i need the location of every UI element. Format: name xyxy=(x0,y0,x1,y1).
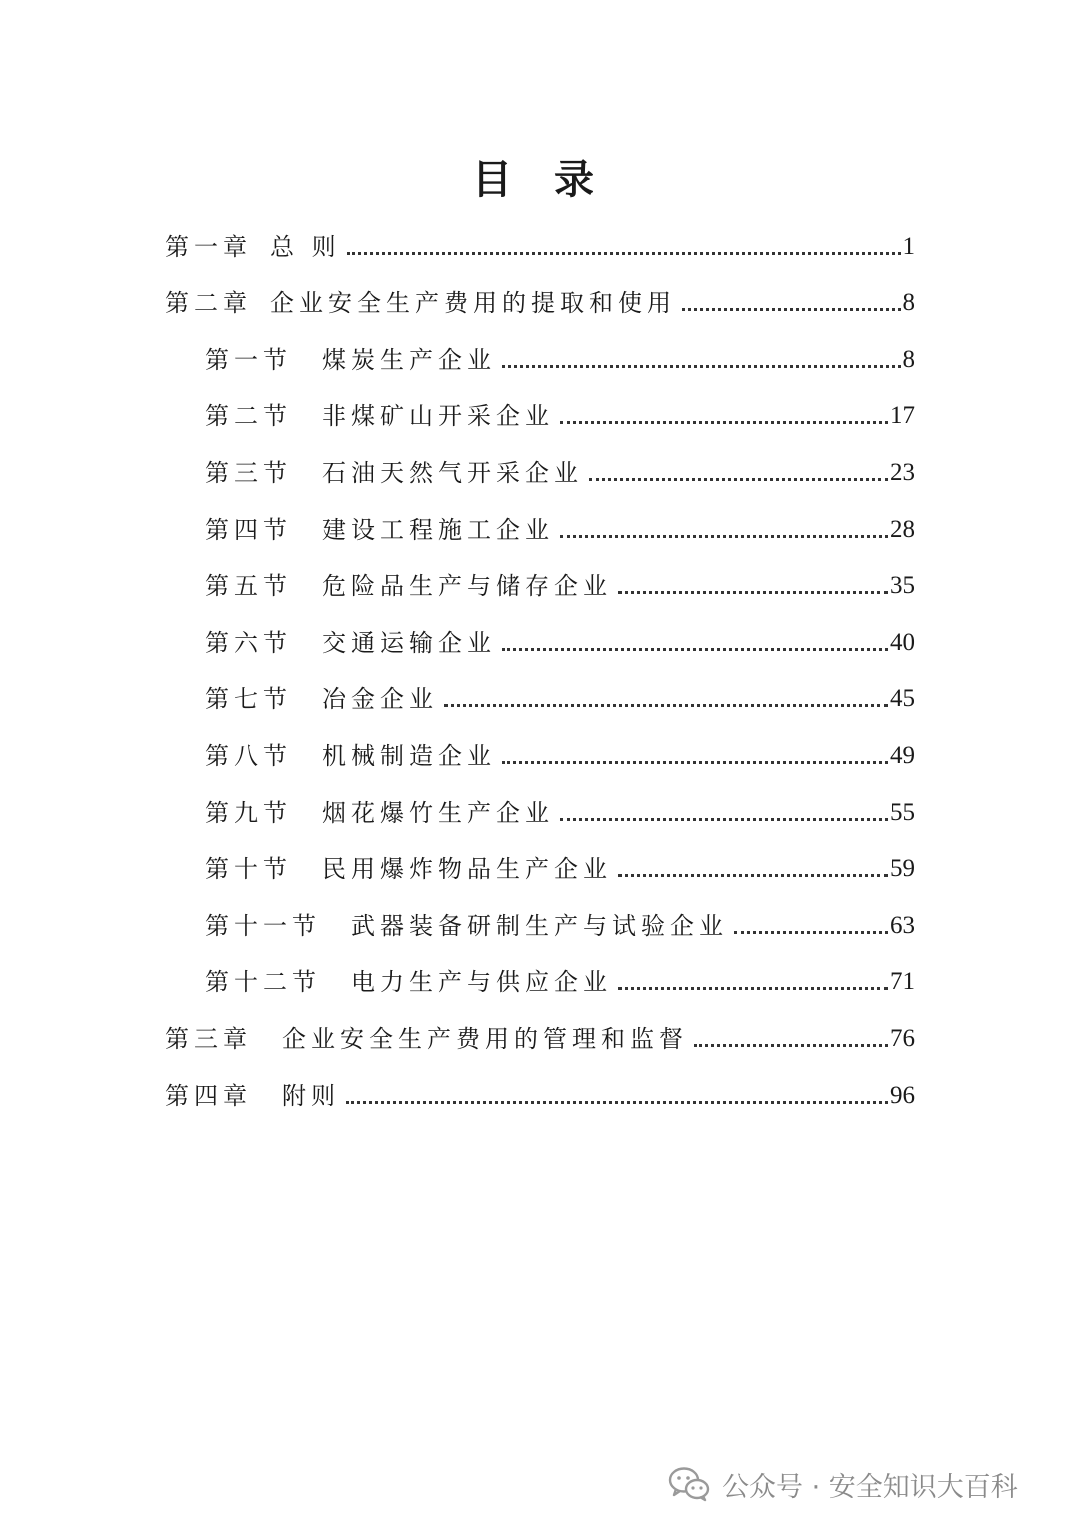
toc-entry-number: 第九节 xyxy=(205,798,292,827)
toc-entry-number: 第一章 xyxy=(165,232,252,261)
toc-entry[interactable] xyxy=(165,267,915,324)
dot-leader xyxy=(560,535,888,538)
toc-entry-page: 28 xyxy=(890,515,915,543)
toc-entry-number: 第四节 xyxy=(205,515,292,544)
toc-entry[interactable] xyxy=(165,833,915,890)
toc-entry-page: 71 xyxy=(890,968,915,996)
toc-entry[interactable] xyxy=(165,323,915,380)
dot-leader xyxy=(502,648,888,651)
toc-entry-text: 危险品生产与储存企业 xyxy=(322,572,612,601)
toc-entry-label xyxy=(205,685,438,719)
toc-entry-text: 附则 xyxy=(282,1081,340,1110)
toc-entry[interactable] xyxy=(165,493,915,550)
toc-entry-page: 1 xyxy=(902,232,915,260)
toc-entry-label xyxy=(165,233,341,267)
toc-entry-label xyxy=(205,912,728,946)
toc-entry-number: 第十节 xyxy=(205,855,292,884)
toc-entry[interactable] xyxy=(165,946,915,1003)
toc-entry-text: 电力生产与供应企业 xyxy=(351,968,612,997)
dot-leader xyxy=(560,818,888,821)
toc-entry-page: 96 xyxy=(890,1081,915,1109)
toc-entry-text: 非煤矿山开采企业 xyxy=(322,402,554,431)
toc-entry-label xyxy=(205,402,554,436)
toc-entry-label xyxy=(165,1082,340,1116)
toc-entry-page: 55 xyxy=(890,798,915,826)
wechat-icon xyxy=(668,1466,710,1502)
toc-entry-text: 烟花爆竹生产企业 xyxy=(322,798,554,827)
toc-entry-number: 第一节 xyxy=(205,345,292,374)
dot-leader xyxy=(682,308,901,311)
toc-entry-label xyxy=(205,799,554,833)
dot-leader xyxy=(502,365,901,368)
toc-entry-number: 第三章 xyxy=(165,1024,252,1053)
toc-entry[interactable] xyxy=(165,550,915,607)
toc-entry-number: 第十二节 xyxy=(205,968,321,997)
toc-entry-number: 第三节 xyxy=(205,458,292,487)
toc-entry-label xyxy=(205,968,612,1002)
dot-leader xyxy=(618,874,888,877)
toc-entry-text: 石油天然气开采企业 xyxy=(322,458,583,487)
toc-entry-text: 企业安全生产费用的管理和监督 xyxy=(282,1024,688,1053)
toc-entry-page: 45 xyxy=(890,685,915,713)
toc-entry[interactable] xyxy=(165,1059,915,1116)
dot-leader xyxy=(444,704,888,707)
toc-entry-label xyxy=(205,516,554,550)
toc-entry-text: 冶金企业 xyxy=(322,685,438,714)
toc-entry[interactable] xyxy=(165,210,915,267)
toc-entry-number: 第五节 xyxy=(205,572,292,601)
toc-entry[interactable] xyxy=(165,606,915,663)
toc-entry-label xyxy=(205,742,496,776)
dot-leader xyxy=(560,421,888,424)
toc-entry-page: 23 xyxy=(890,458,915,486)
toc-entry-number: 第七节 xyxy=(205,685,292,714)
toc-entry-text: 煤炭生产企业 xyxy=(322,345,496,374)
toc-entry-text: 交通运输企业 xyxy=(322,628,496,657)
toc-entry-label xyxy=(205,572,612,606)
dot-leader xyxy=(694,1044,888,1047)
page-title: 目 录 xyxy=(472,157,608,203)
dot-leader xyxy=(589,478,888,481)
toc-entry[interactable] xyxy=(165,663,915,720)
toc-entry[interactable] xyxy=(165,776,915,833)
toc-entry-page: 59 xyxy=(890,855,915,883)
dot-leader xyxy=(346,1101,888,1104)
dot-leader xyxy=(618,591,888,594)
toc-entry-page: 8 xyxy=(902,345,915,373)
toc-entry-page: 63 xyxy=(890,911,915,939)
toc-entry-label xyxy=(205,629,496,663)
toc-entry-page: 40 xyxy=(890,628,915,656)
toc-entry[interactable] xyxy=(165,719,915,776)
toc-entry-number: 第八节 xyxy=(205,741,292,770)
toc-entry-text: 企业安全生产费用的提取和使用 xyxy=(270,289,676,318)
toc-entry-number: 第六节 xyxy=(205,628,292,657)
table-of-contents xyxy=(165,210,915,1116)
toc-entry-page: 8 xyxy=(902,289,915,317)
toc-entry-label xyxy=(205,855,612,889)
toc-entry-text: 机械制造企业 xyxy=(322,741,496,770)
toc-entry[interactable] xyxy=(165,436,915,493)
toc-entry-number: 第十一节 xyxy=(205,911,321,940)
dot-leader xyxy=(347,252,901,255)
dot-leader xyxy=(502,761,888,764)
dot-leader xyxy=(618,987,888,990)
toc-entry-text: 民用爆炸物品生产企业 xyxy=(322,855,612,884)
toc-entry-number: 第四章 xyxy=(165,1081,252,1110)
toc-entry-label xyxy=(205,346,496,380)
watermark-text: 公众号 · 安全知识大百科 xyxy=(722,1471,1018,1503)
toc-entry-page: 76 xyxy=(890,1024,915,1052)
toc-entry-label xyxy=(165,1025,688,1059)
toc-entry-number: 第二章 xyxy=(165,289,252,318)
dot-leader xyxy=(734,931,888,934)
toc-entry[interactable] xyxy=(165,1002,915,1059)
toc-entry-label xyxy=(205,459,583,493)
toc-entry-text: 武器装备研制生产与试验企业 xyxy=(351,911,728,940)
toc-entry-page: 17 xyxy=(890,402,915,430)
toc-entry-label xyxy=(165,289,676,323)
toc-entry[interactable] xyxy=(165,889,915,946)
toc-entry-page: 49 xyxy=(890,741,915,769)
toc-entry-text: 总 则 xyxy=(270,232,341,261)
toc-entry-page: 35 xyxy=(890,572,915,600)
toc-entry-text: 建设工程施工企业 xyxy=(322,515,554,544)
toc-entry[interactable] xyxy=(165,380,915,437)
watermark xyxy=(668,1462,1018,1506)
toc-entry-number: 第二节 xyxy=(205,402,292,431)
